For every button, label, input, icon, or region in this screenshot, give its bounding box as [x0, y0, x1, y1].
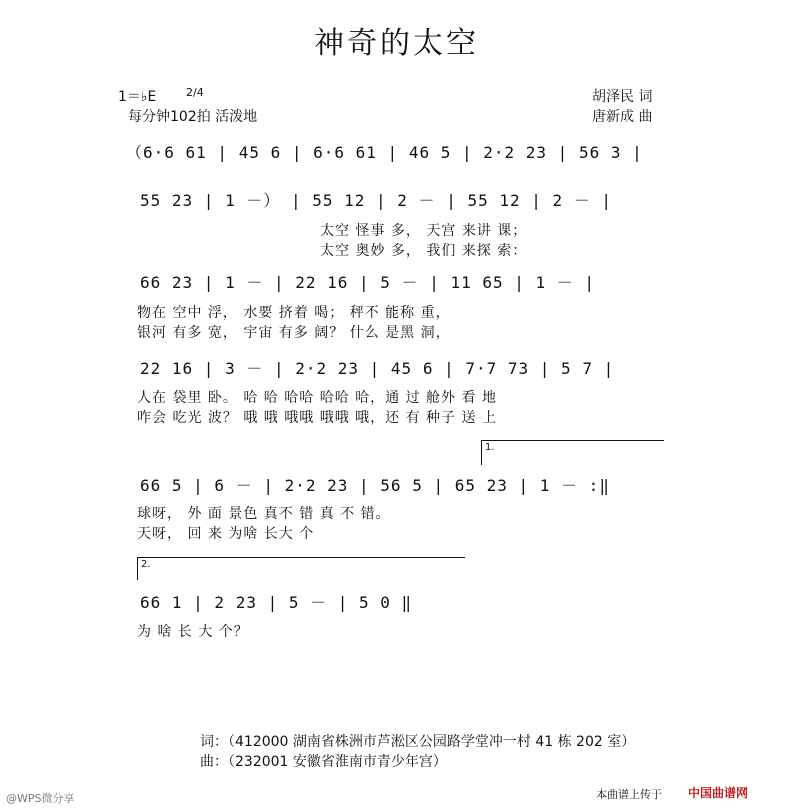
- notation-row-5: 66 5 | 6 － | 2·2 23 | 56 5 | 65 23 | 1 － :‖: [140, 476, 610, 495]
- lyric-row-4-verse-1: 人在 袋里 卧。 哈 哈 哈哈 哈哈 哈，通 过 舱外 看 地: [137, 390, 497, 406]
- lyricist-credit: 胡泽民 词: [592, 89, 653, 105]
- second-ending-bracket: [137, 557, 465, 580]
- notation-row-1: （6·6 61 | 45 6 | 6·6 61 | 46 5 | 2·2 23 | 56 3 |: [126, 143, 643, 162]
- notation-row-6: 66 1 | 2 23 | 5 － | 5 0 ‖: [140, 593, 413, 612]
- first-ending-bracket: [481, 440, 664, 465]
- site-logo: 中国曲谱网: [688, 786, 749, 800]
- lyric-row-3-verse-1: 物在 空中 浮， 水要 挤着 喝； 秤不 能称 重，: [137, 305, 451, 321]
- lyric-row-2-verse-1: 太空 怪事 多， 天宫 来讲 课；: [320, 223, 528, 239]
- lyric-row-2-verse-2: 太空 奥妙 多， 我们 来探 索：: [320, 243, 528, 259]
- first-ending-label: 1.: [485, 442, 495, 453]
- notation-row-4: 22 16 | 3 － | 2·2 23 | 45 6 | 7·7 73 | 5 7 |: [140, 359, 615, 378]
- tempo-marking: 每分钟102拍 活泼地: [128, 109, 258, 125]
- notation-row-2: 55 23 | 1 －） | 55 12 | 2 － | 55 12 | 2 － |: [140, 191, 613, 210]
- composer-credit: 唐新成 曲: [592, 109, 653, 125]
- second-ending-label: 2.: [141, 559, 151, 570]
- key-signature: 1＝♭E: [118, 89, 157, 105]
- lyric-row-6-verse-1: 为 啥 长 大 个？: [137, 624, 249, 640]
- notation-row-3: 66 23 | 1 － | 22 16 | 5 － | 11 65 | 1 － |: [140, 273, 596, 292]
- upload-note: 本曲谱上传于: [596, 788, 662, 801]
- time-signature: 2/4: [186, 86, 204, 99]
- lyric-row-5-verse-2: 天呀， 回 来 为啥 长大 个: [137, 526, 315, 542]
- lyric-row-3-verse-2: 银河 有多 宽， 宇宙 有多 阔？ 什么 是黑 洞，: [137, 325, 451, 341]
- wps-watermark: @WPS微分享: [6, 792, 75, 805]
- page-title: 神奇的太空: [314, 26, 479, 61]
- lyric-row-5-verse-1: 球呀， 外 面 景色 真不 错 真 不 错。: [137, 506, 391, 522]
- composer-address: 曲：（232001 安徽省淮南市青少年宫）: [200, 754, 447, 770]
- lyricist-address: 词：（412000 湖南省株洲市芦淞区公园路学堂冲一村 41 栋 202 室）: [200, 734, 636, 750]
- lyric-row-4-verse-2: 咋会 吃光 波？ 哦 哦 哦哦 哦哦 哦，还 有 种子 送 上: [137, 410, 497, 426]
